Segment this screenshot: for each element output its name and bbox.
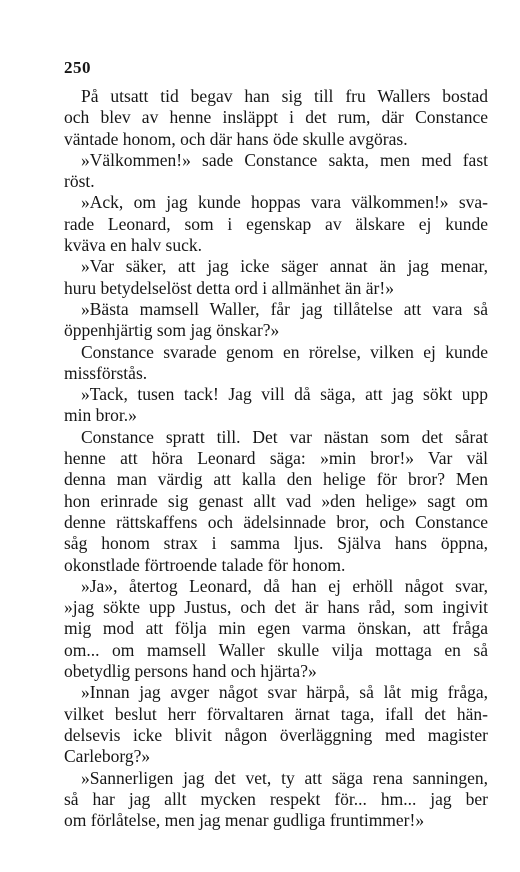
text-line: mig mod att följa min egen varma önskan, att fråga bbox=[64, 618, 488, 639]
text-line: om... om mamsell Waller skulle vilja mottaga en så bbox=[64, 639, 488, 660]
text-line: henne att höra Leonard säga: »min bror!» Var väl bbox=[64, 448, 488, 469]
text-line: öppenhjärtig som jag önskar?» bbox=[64, 320, 280, 341]
body-text bbox=[64, 86, 488, 831]
text-line: »Bästa mamsell Waller, får jag tillåtelse att vara så bbox=[81, 298, 488, 319]
text-line: denne rättskaffens och ädelsinnade bror, och Constance bbox=[64, 511, 488, 532]
text-line: och blev av henne insläppt i det rum, där Constance bbox=[64, 107, 488, 128]
text-line: Constance svarade genom en rörelse, vilken ej kunde bbox=[81, 341, 488, 362]
text-line: »Var säker, att jag icke säger annat än jag menar, bbox=[81, 256, 488, 277]
text-line: så har jag allt mycken respekt för... hm... jag ber bbox=[64, 788, 488, 809]
text-line: »Innan jag avger något svar härpå, så låt mig fråga, bbox=[81, 682, 488, 703]
text-line: kväva en halv suck. bbox=[64, 235, 203, 256]
text-line: delsevis icke blivit någon överläggning med magister bbox=[64, 724, 488, 745]
text-line: »Tack, tusen tack! Jag vill då säga, att jag sökt upp bbox=[81, 384, 488, 405]
text-line: vilket beslut herr förvaltaren ärnat taga, ifall det hän- bbox=[64, 703, 488, 724]
text-line: På utsatt tid begav han sig till fru Wallers bostad bbox=[81, 86, 488, 106]
text-line: »Ack, om jag kunde hoppas vara välkommen!» sva- bbox=[81, 192, 488, 213]
text-line: Carleborg?» bbox=[64, 746, 151, 767]
text-line: Constance spratt till. Det var nästan som det sårat bbox=[81, 426, 488, 447]
text-line: »Sannerligen jag det vet, ty att säga rena sanningen, bbox=[81, 767, 488, 788]
text-line: hon erinrade sig genast allt vad »den helige» sagt om bbox=[64, 490, 488, 511]
text-line: »jag sökte upp Justus, och det är hans råd, som ingivit bbox=[64, 597, 488, 618]
text-line: om förlåtelse, men jag menar gudliga fruntimmer!» bbox=[64, 810, 425, 831]
text-line: denna man värdig att kalla den helige för bror? Men bbox=[64, 469, 488, 490]
text-line: »Ja», återtog Leonard, då han ej erhöll något svar, bbox=[81, 575, 488, 596]
text-line: rade Leonard, som i egenskap av älskare ej kunde bbox=[64, 213, 488, 234]
text-line: huru betydelselöst detta ord i allmänhet än är!» bbox=[64, 277, 394, 298]
text-line: »Välkommen!» sade Constance sakta, men med fast bbox=[81, 149, 488, 170]
text-line: röst. bbox=[64, 171, 95, 192]
text-line: väntade honom, och där hans öde skulle avgöras. bbox=[64, 128, 408, 149]
text-line: obetydlig persons hand och hjärta?» bbox=[64, 661, 317, 682]
page-number: 250 bbox=[64, 58, 91, 77]
text-line: okonstlade förtroende talade för honom. bbox=[64, 554, 346, 575]
text-line: min bror.» bbox=[64, 405, 137, 426]
text-line: missförstås. bbox=[64, 362, 148, 383]
text-line: såg honom strax i samma ljus. Själva hans öppna, bbox=[64, 533, 488, 554]
